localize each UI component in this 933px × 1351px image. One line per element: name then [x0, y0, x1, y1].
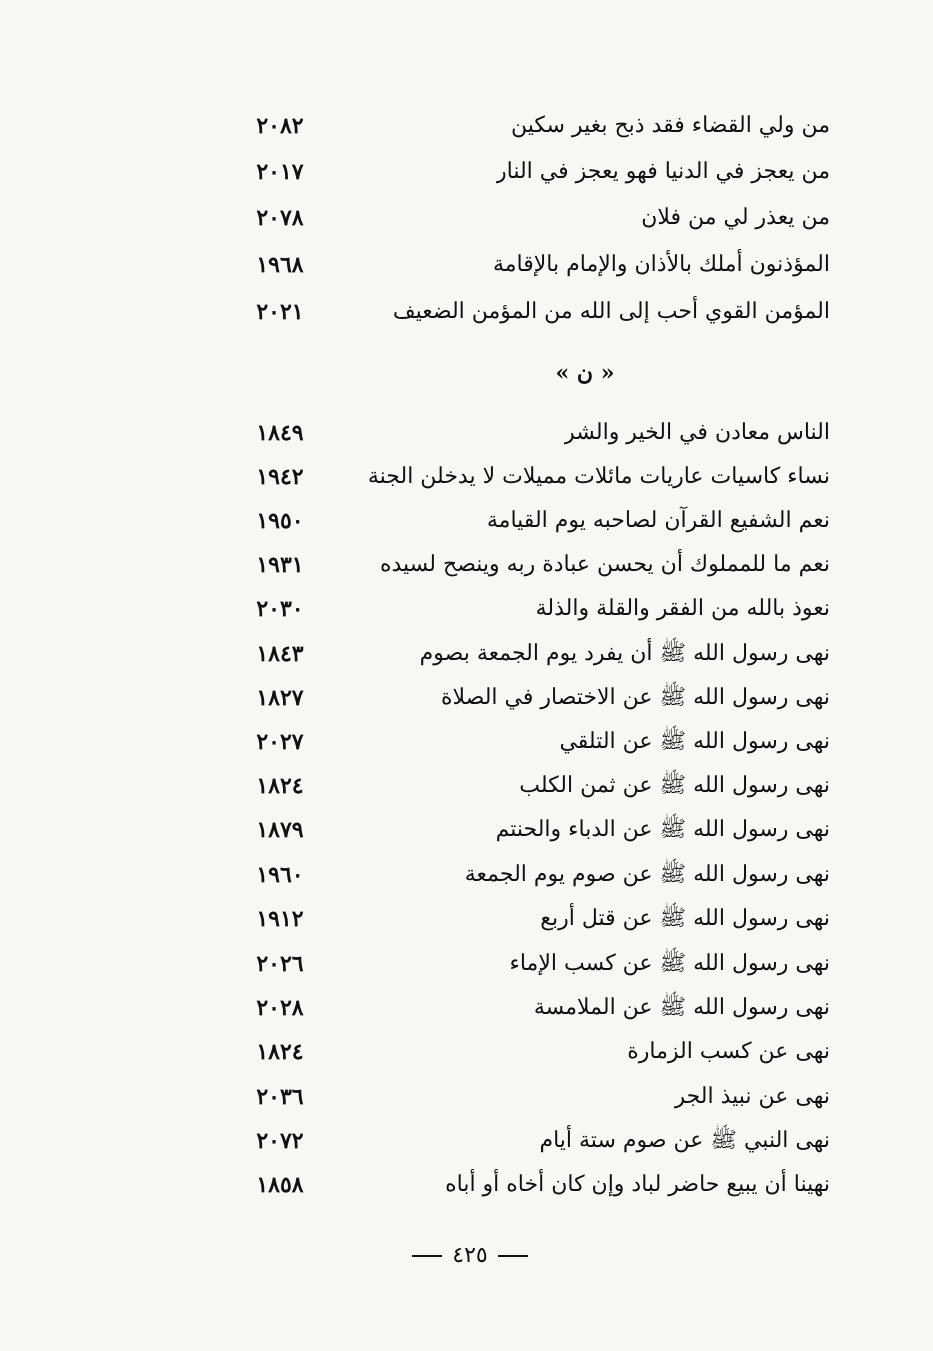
- dash-divider: [412, 1255, 442, 1257]
- entry-text: من يعجز في الدنيا فهو يعجز في النار: [496, 159, 830, 184]
- entry-text: نهى رسول الله ﷺ عن صوم يوم الجمعة: [464, 862, 830, 887]
- entry-text: نهى رسول الله ﷺ أن يفرد يوم الجمعة بصوم: [419, 641, 830, 666]
- entry-number: ٢٠٢٧: [256, 729, 304, 755]
- entry-text: نهى رسول الله ﷺ عن ثمن الكلب: [519, 773, 830, 798]
- entry-text: الناس معادن في الخير والشر: [564, 420, 830, 445]
- entry-text: من ولي القضاء فقد ذبح بغير سكين: [510, 113, 830, 138]
- entry-text: نعم الشفيع القرآن لصاحبه يوم القيامة: [486, 508, 830, 533]
- entry-text: نعم ما للمملوك أن يحسن عبادة ربه وينصح لسيده: [379, 552, 830, 577]
- page-number: ٤٢٥: [452, 1243, 488, 1268]
- entry-number: ١٩٣١: [256, 552, 304, 578]
- entry-number: ١٨٥٨: [256, 1172, 304, 1198]
- entry-text: نهى رسول الله ﷺ عن التلقي: [559, 729, 830, 754]
- index-entry: [240, 634, 830, 674]
- entry-number: ٢٠٢١: [256, 299, 304, 325]
- index-entry: [240, 501, 830, 541]
- entry-text: نساء كاسيات عاريات مائلات مميلات لا يدخلن الجنة: [367, 464, 830, 489]
- entry-text: نعوذ بالله من الفقر والقلة والذلة: [535, 596, 830, 621]
- index-entry: [240, 1077, 830, 1117]
- entry-number: ١٨٢٤: [256, 1039, 304, 1065]
- index-entry: [240, 1165, 830, 1205]
- entry-text: نهى عن نبيذ الجر: [674, 1084, 830, 1109]
- index-entry: [240, 722, 830, 762]
- entry-number: ١٩٤٢: [256, 464, 304, 490]
- entry-number: ١٨٢٧: [256, 685, 304, 711]
- index-entry: [240, 678, 830, 718]
- entry-text: نهى عن كسب الزمارة: [627, 1039, 830, 1064]
- entry-number: ٢٠٧٨: [256, 205, 304, 231]
- dash-divider: [498, 1255, 528, 1257]
- index-entry: [240, 413, 830, 453]
- entry-text: نهينا أن يبيع حاضر لباد وإن كان أخاه أو أباه: [445, 1172, 830, 1197]
- index-entry: [240, 106, 830, 146]
- index-entry: [240, 899, 830, 939]
- entry-number: ١٩٦٨: [256, 252, 304, 278]
- entry-text: نهى النبي ﷺ عن صوم ستة أيام: [539, 1128, 830, 1153]
- index-entry: [240, 292, 830, 332]
- index-entry: [240, 245, 830, 285]
- entry-text: من يعذر لي من فلان: [641, 205, 830, 230]
- entry-text: المؤذنون أملك بالأذان والإمام بالإقامة: [492, 252, 830, 277]
- entry-number: ١٨٢٤: [256, 773, 304, 799]
- index-entry: [240, 457, 830, 497]
- entry-text: نهى رسول الله ﷺ عن قتل أربع: [540, 906, 830, 931]
- index-entry: [240, 589, 830, 629]
- entry-text: المؤمن القوي أحب إلى الله من المؤمن الضعيف: [392, 299, 830, 324]
- entry-number: ١٨٤٣: [256, 641, 304, 667]
- page-footer: [380, 1238, 560, 1274]
- index-entry: [240, 1121, 830, 1161]
- entry-text: نهى رسول الله ﷺ عن الملامسة: [533, 995, 830, 1020]
- entry-number: ١٩٦٠: [256, 862, 304, 888]
- section-heading: « ن »: [555, 360, 615, 386]
- entry-number: ١٩٥٠: [256, 508, 304, 534]
- index-entry: [240, 944, 830, 984]
- index-entry: [240, 545, 830, 585]
- index-entry: [240, 988, 830, 1028]
- entry-number: ٢٠٧٢: [256, 1128, 304, 1154]
- entry-number: ١٨٤٩: [256, 420, 304, 446]
- entry-number: ١٩١٢: [256, 906, 304, 932]
- entry-text: نهى رسول الله ﷺ عن الدباء والحنتم: [495, 817, 830, 842]
- entry-number: ٢٠٢٦: [256, 951, 304, 977]
- entry-number: ٢٠٢٨: [256, 995, 304, 1021]
- entry-text: نهى رسول الله ﷺ عن كسب الإماء: [509, 951, 830, 976]
- index-entry: [240, 855, 830, 895]
- index-entry: [240, 1032, 830, 1072]
- index-entry: [240, 766, 830, 806]
- entry-number: ٢٠٣٦: [256, 1084, 304, 1110]
- entry-number: ٢٠١٧: [256, 159, 304, 185]
- entry-number: ٢٠٣٠: [256, 596, 304, 622]
- entry-number: ٢٠٨٢: [256, 113, 304, 139]
- index-entry: [240, 152, 830, 192]
- index-entry: [240, 198, 830, 238]
- entry-text: نهى رسول الله ﷺ عن الاختصار في الصلاة: [440, 685, 830, 710]
- index-entry: [240, 810, 830, 850]
- entry-number: ١٨٧٩: [256, 817, 304, 843]
